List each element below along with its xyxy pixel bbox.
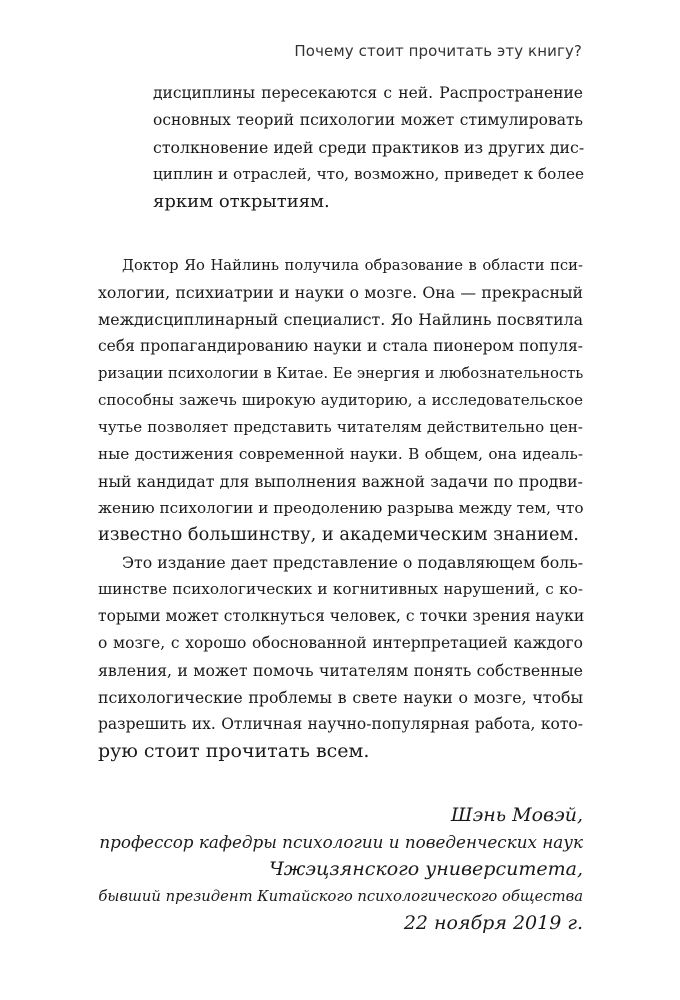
text-line: ярким открытиям. [153, 191, 330, 212]
signature-former-role: бывший президент Китайского психологического общества [98, 888, 583, 905]
text-line: междисциплинарный специалист. Яо Найлинь посвятила [98, 310, 583, 329]
text-line: ные достижения современной науки. В общем, она идеаль- [98, 445, 583, 463]
page-content [98, 80, 583, 937]
text-line: дисциплины пересекаются с ней. Распространение [153, 84, 583, 102]
paragraph-book-summary [98, 549, 583, 765]
paragraph-author-bio [98, 252, 583, 549]
text-line: разрешить их. Отличная научно-популярная работа, кото- [98, 715, 583, 733]
text-line: себя пропагандированию науки и стала пионером популя- [98, 337, 583, 355]
text-line: циплин и отраслей, что, возможно, приведет к более [153, 165, 585, 183]
text-line: Это издание дает представление о подавляющем боль- [122, 553, 584, 572]
text-line: о мозге, с хорошо обоснованной интерпретацией каждого [98, 634, 583, 652]
text-line: столкновение идей среди практиков из других дис- [153, 138, 585, 157]
text-line: способны зажечь широкую аудиторию, а исследовательское [98, 391, 583, 409]
text-line: жению психологии и преодолению разрыва между тем, что [98, 499, 584, 517]
signature-block [98, 802, 583, 937]
text-line: Доктор Яо Найлинь получила образование в области пси- [122, 257, 583, 274]
text-line: ризации психологии в Китае. Ее энергия и любознательность [98, 365, 584, 382]
signature-university: Чжэцзянского университета, [269, 858, 583, 880]
text-line: торыми может столкнуться человек, с точки зрения науки [98, 607, 585, 625]
running-header: Почему стоит прочитать эту книгу? [294, 42, 582, 60]
text-line: хологии, психиатрии и науки о мозге. Она — прекрасный [98, 283, 583, 302]
text-line: шинстве психологических и когнитивных нарушений, с ко- [98, 580, 583, 598]
text-line: основных теорий психологии может стимулировать [153, 111, 583, 129]
signature-position: профессор кафедры психологии и поведенческих наук [99, 832, 583, 852]
text-line: ный кандидат для выполнения важной задачи по продви- [98, 472, 583, 491]
text-line: психологические проблемы в свете науки о мозге, чтобы [98, 688, 583, 707]
text-line: явления, и может помочь читателям понять собственные [98, 661, 583, 680]
signature-date: 22 ноября 2019 г. [403, 912, 583, 934]
quote-block [98, 80, 583, 215]
text-line: чутье позволяет представить читателям действительно цен- [98, 418, 583, 436]
text-line: рую стоит прочитать всем. [98, 740, 370, 762]
text-line: известно большинству, и академическим знанием. [98, 525, 579, 545]
signature-name: Шэнь Мовэй, [450, 804, 583, 826]
